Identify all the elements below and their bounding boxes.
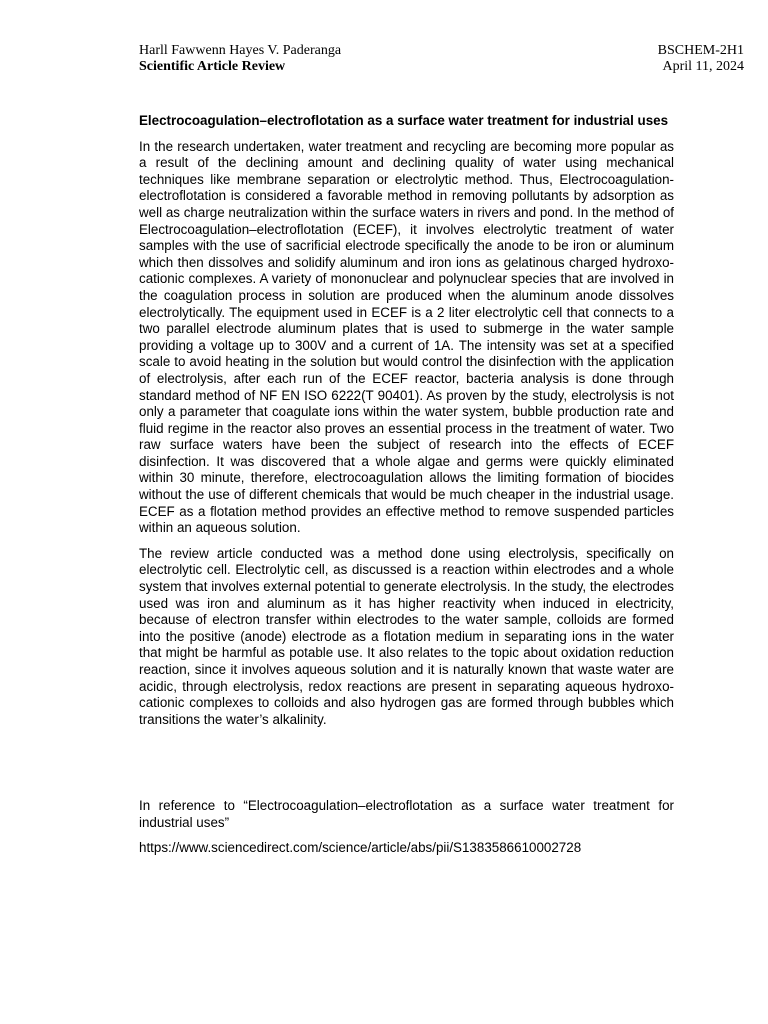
paragraph-summary: In the research undertaken, water treatment and recycling are becoming more popular as a result of the declining amount and declining quality of water using mechanical techniques like membrane separation or electrolytic method. Thus, Electrocoagulation-electroflotation is considered a favorable method in removing pollutants by adsorption as well as charge neutralization within the surface waters in rivers and pond. In the method of Electrocoagulation–electroflotation (ECEF), it involves electrolytic treatment of water samples with the use of sacrificial electrode specifically the anode to be iron or aluminum which then dissolves and solidify aluminum and iron ions as gelatinous charged hydroxo-cationic complexes. A variety of mononuclear and polynuclear species that are involved in the coagulation process in solution are produced when the aluminum anode dissolves electrolytically. The equipment used in ECEF is a 2 liter electrolytic cell that connects to a two parallel electrode aluminum plates that is used to submerge in the water sample providing a voltage up to 300V and a current of 1A. The intensity was set at a specified scale to avoid heating in the solution but would control the disinfection with the application of electrolysis, after each run of the ECEF reactor, bacteria analysis is done through standard method of NF EN ISO 6222(T 90401). As proven by the study, electrolysis is not only a parameter that coagulate ions within the water system, bubble production rate and fluid regime in the reactor also proves an essential process in the treatment of water. Two raw surface waters have been the subject of research into the effects of ECEF disinfection. It was discovered that a whole algae and germs were quickly eliminated within 30 minute, therefore, electrocoagulation allows the limiting formation of biocides without the use of different chemicals that would be much cheaper in the industrial usage. ECEF as a flotation method provides an effective method to remove suspended particles within an aqueous solution.: [139, 138, 674, 536]
document-date: April 11, 2024: [662, 59, 744, 74]
header-row-top: [139, 43, 744, 59]
document-header: [139, 43, 744, 75]
course-code: BSCHEM-2H1: [657, 43, 744, 58]
article-title: Electrocoagulation–electroflotation as a surface water treatment for industrial uses: [139, 113, 669, 128]
header-row-bottom: [139, 59, 744, 75]
document-type: Scientific Article Review: [139, 59, 286, 74]
reference-section: [139, 798, 674, 857]
paragraph-review: The review article conducted was a method done using electrolysis, specifically on electrolytic cell. Electrolytic cell, as discussed is a reaction within electrodes and a whole system that involves external potential to generate electrolysis. In the study, the electrodes used was iron and aluminum as it has higher reactivity when induced in electricity, because of electron transfer within electrodes to the water sample, colloids are formed into the positive (anode) electrode as a flotation medium in separating ions in the water that might be harmful as potable use. It also relates to the topic about oxidation reduction reaction, since it involves aqueous solution and it is naturally known that waste water are acidic, through electrolysis, redox reactions are present in separating aqueous hydroxo-cationic complexes to colloids and also hydrogen gas are formed through bubbles which transitions the water’s alkalinity.: [139, 545, 674, 727]
article-body: [139, 113, 674, 737]
reference-intro: In reference to “Electrocoagulation–electroflotation as a surface water treatment for industrial uses”: [139, 798, 674, 830]
reference-url: https://www.sciencedirect.com/science/article/abs/pii/S1383586610002728: [139, 840, 582, 856]
author-name: Harll Fawwenn Hayes V. Paderanga: [139, 43, 342, 58]
